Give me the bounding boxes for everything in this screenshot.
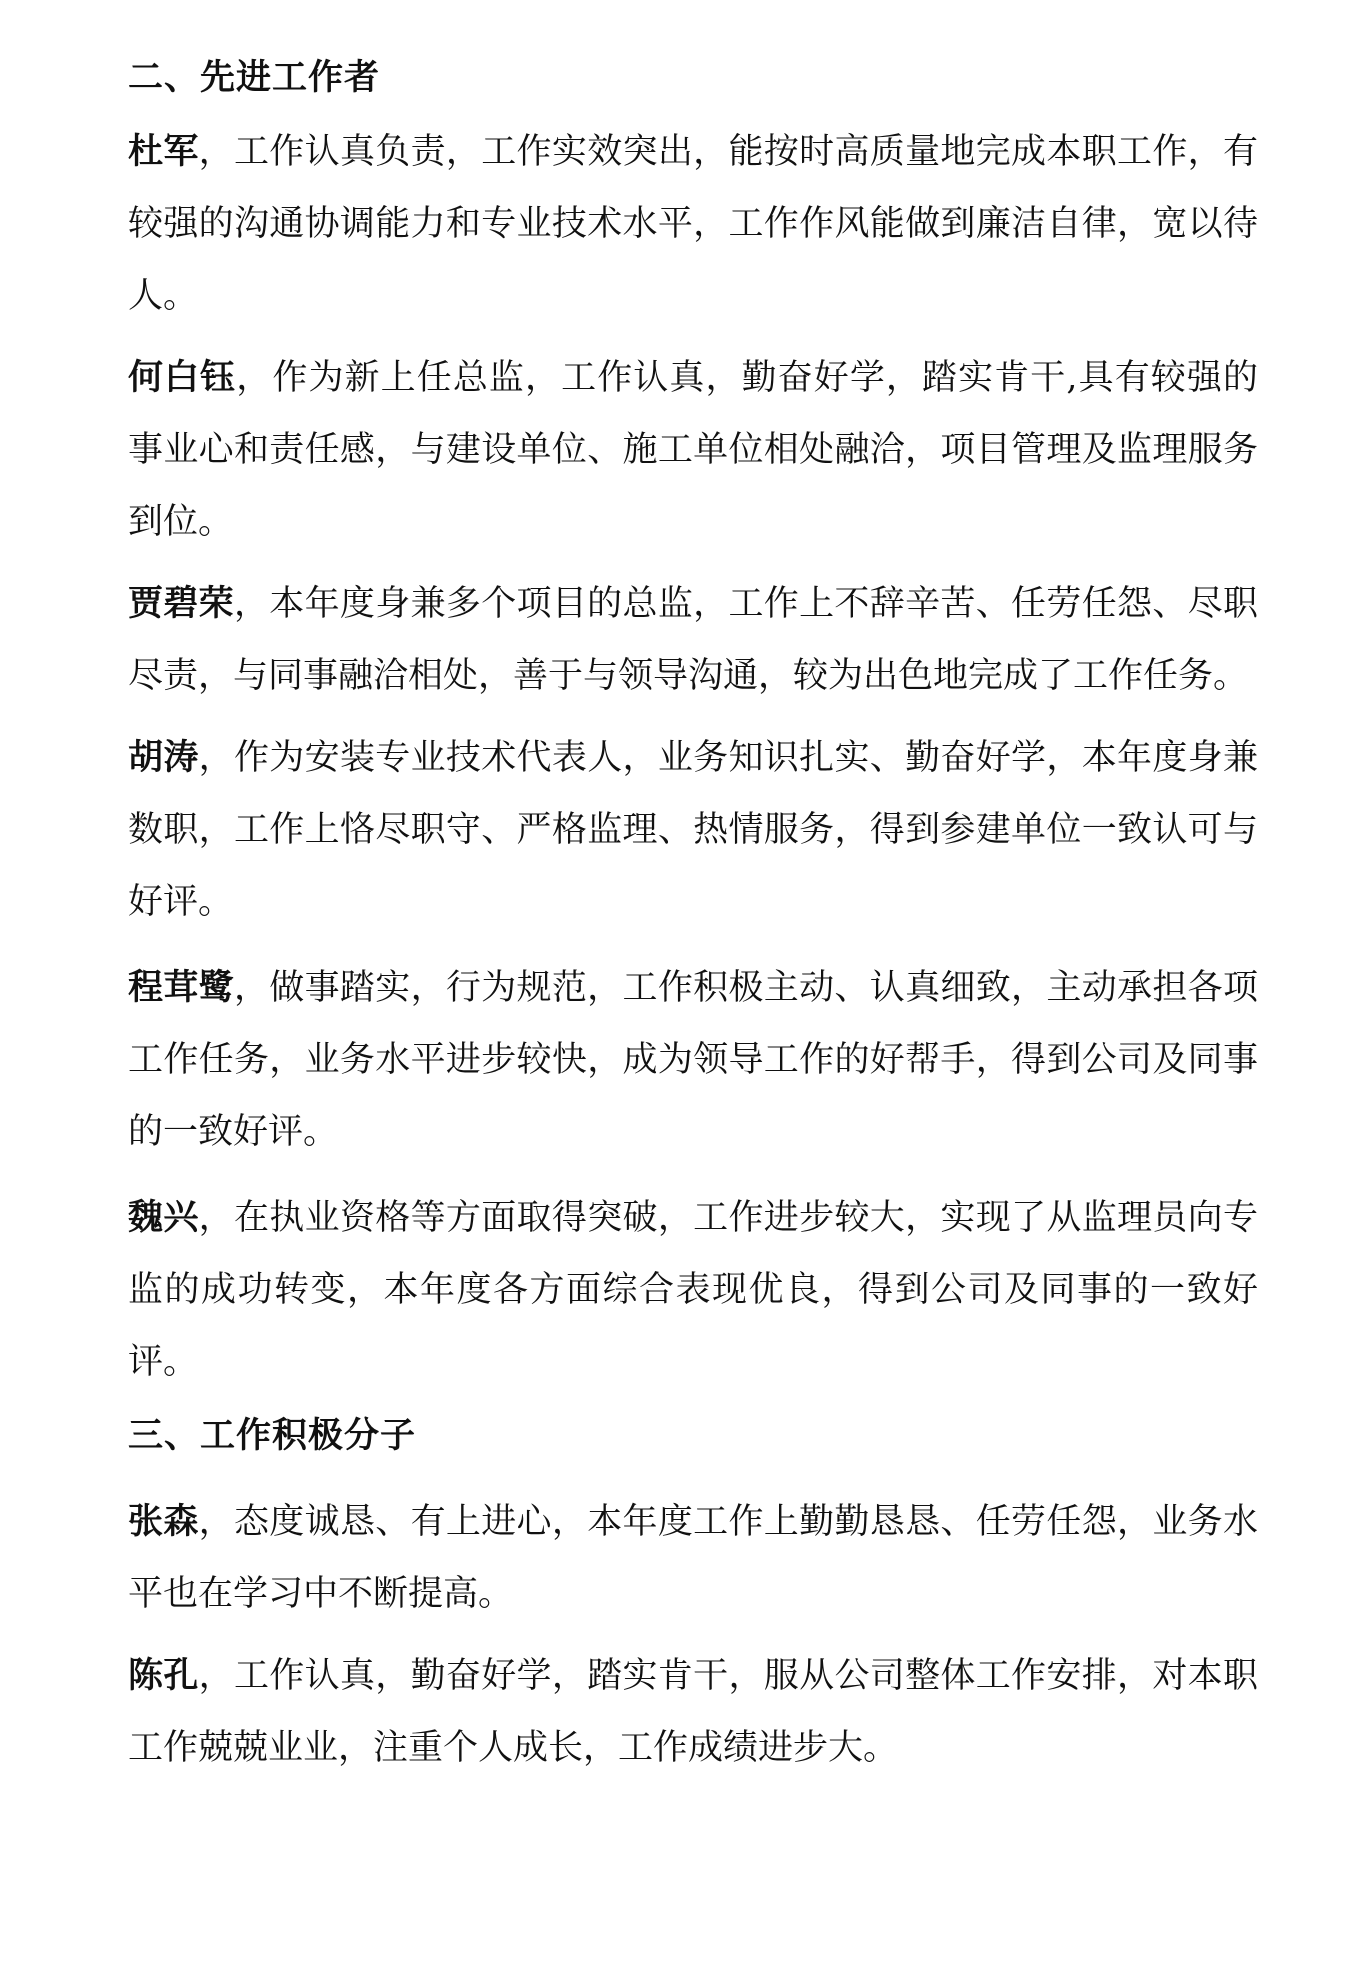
entry-wei-xing bbox=[128, 1182, 1258, 1398]
entry-du-jun bbox=[128, 116, 1258, 332]
entry-text: ，工作认真负责，工作实效突出，能按时高质量地完成本职工作，有较强的沟通协调能力和专业技术水平，工作作风能做到廉洁自律，宽以待人。 bbox=[128, 132, 1258, 316]
entry-he-baiyu bbox=[128, 342, 1258, 558]
document-body bbox=[128, 42, 1258, 1784]
entry-name: 程茸鹭 bbox=[128, 968, 234, 1008]
entry-name: 何白钰 bbox=[128, 358, 237, 398]
entry-text: ，在执业资格等方面取得突破，工作进步较大，实现了从监理员向专监的成功转变，本年度各方面综合表现优良，得到公司及同事的一致好评。 bbox=[128, 1198, 1258, 1382]
entry-name: 张森 bbox=[128, 1502, 199, 1542]
entry-hu-tao bbox=[128, 722, 1258, 938]
entry-name: 陈孔 bbox=[128, 1656, 199, 1696]
entry-chen-kong bbox=[128, 1640, 1258, 1784]
entry-jia-birong bbox=[128, 568, 1258, 712]
entry-text: ，作为安装专业技术代表人，业务知识扎实、勤奋好学，本年度身兼数职，工作上恪尽职守、严格监理、热情服务，得到参建单位一致认可与好评。 bbox=[128, 738, 1258, 922]
entry-name: 魏兴 bbox=[128, 1198, 199, 1238]
section-heading-active-members: 三、工作积极分子 bbox=[128, 1416, 417, 1456]
section-heading-advanced-workers: 二、先进工作者 bbox=[128, 58, 381, 98]
entry-cheng-ronglu bbox=[128, 952, 1258, 1168]
entry-name: 杜军 bbox=[128, 132, 199, 172]
entry-text: ，作为新上任总监，工作认真，勤奋好学，踏实肯干,具有较强的事业心和责任感，与建设单位、施工单位相处融洽，项目管理及监理服务到位。 bbox=[128, 358, 1258, 542]
entry-text: ，做事踏实，行为规范，工作积极主动、认真细致，主动承担各项工作任务，业务水平进步较快，成为领导工作的好帮手，得到公司及同事的一致好评。 bbox=[128, 968, 1258, 1152]
entry-text: ，本年度身兼多个项目的总监，工作上不辞辛苦、任劳任怨、尽职尽责，与同事融洽相处，善于与领导沟通，较为出色地完成了工作任务。 bbox=[128, 584, 1258, 696]
entry-text: ，态度诚恳、有上进心，本年度工作上勤勤恳恳、任劳任怨，业务水平也在学习中不断提高。 bbox=[128, 1502, 1258, 1614]
entry-text: ，工作认真，勤奋好学，踏实肯干，服从公司整体工作安排，对本职工作兢兢业业，注重个人成长，工作成绩进步大。 bbox=[128, 1656, 1258, 1768]
entry-name: 贾碧荣 bbox=[128, 584, 234, 624]
entry-zhang-sen bbox=[128, 1486, 1258, 1630]
entry-name: 胡涛 bbox=[128, 738, 199, 778]
